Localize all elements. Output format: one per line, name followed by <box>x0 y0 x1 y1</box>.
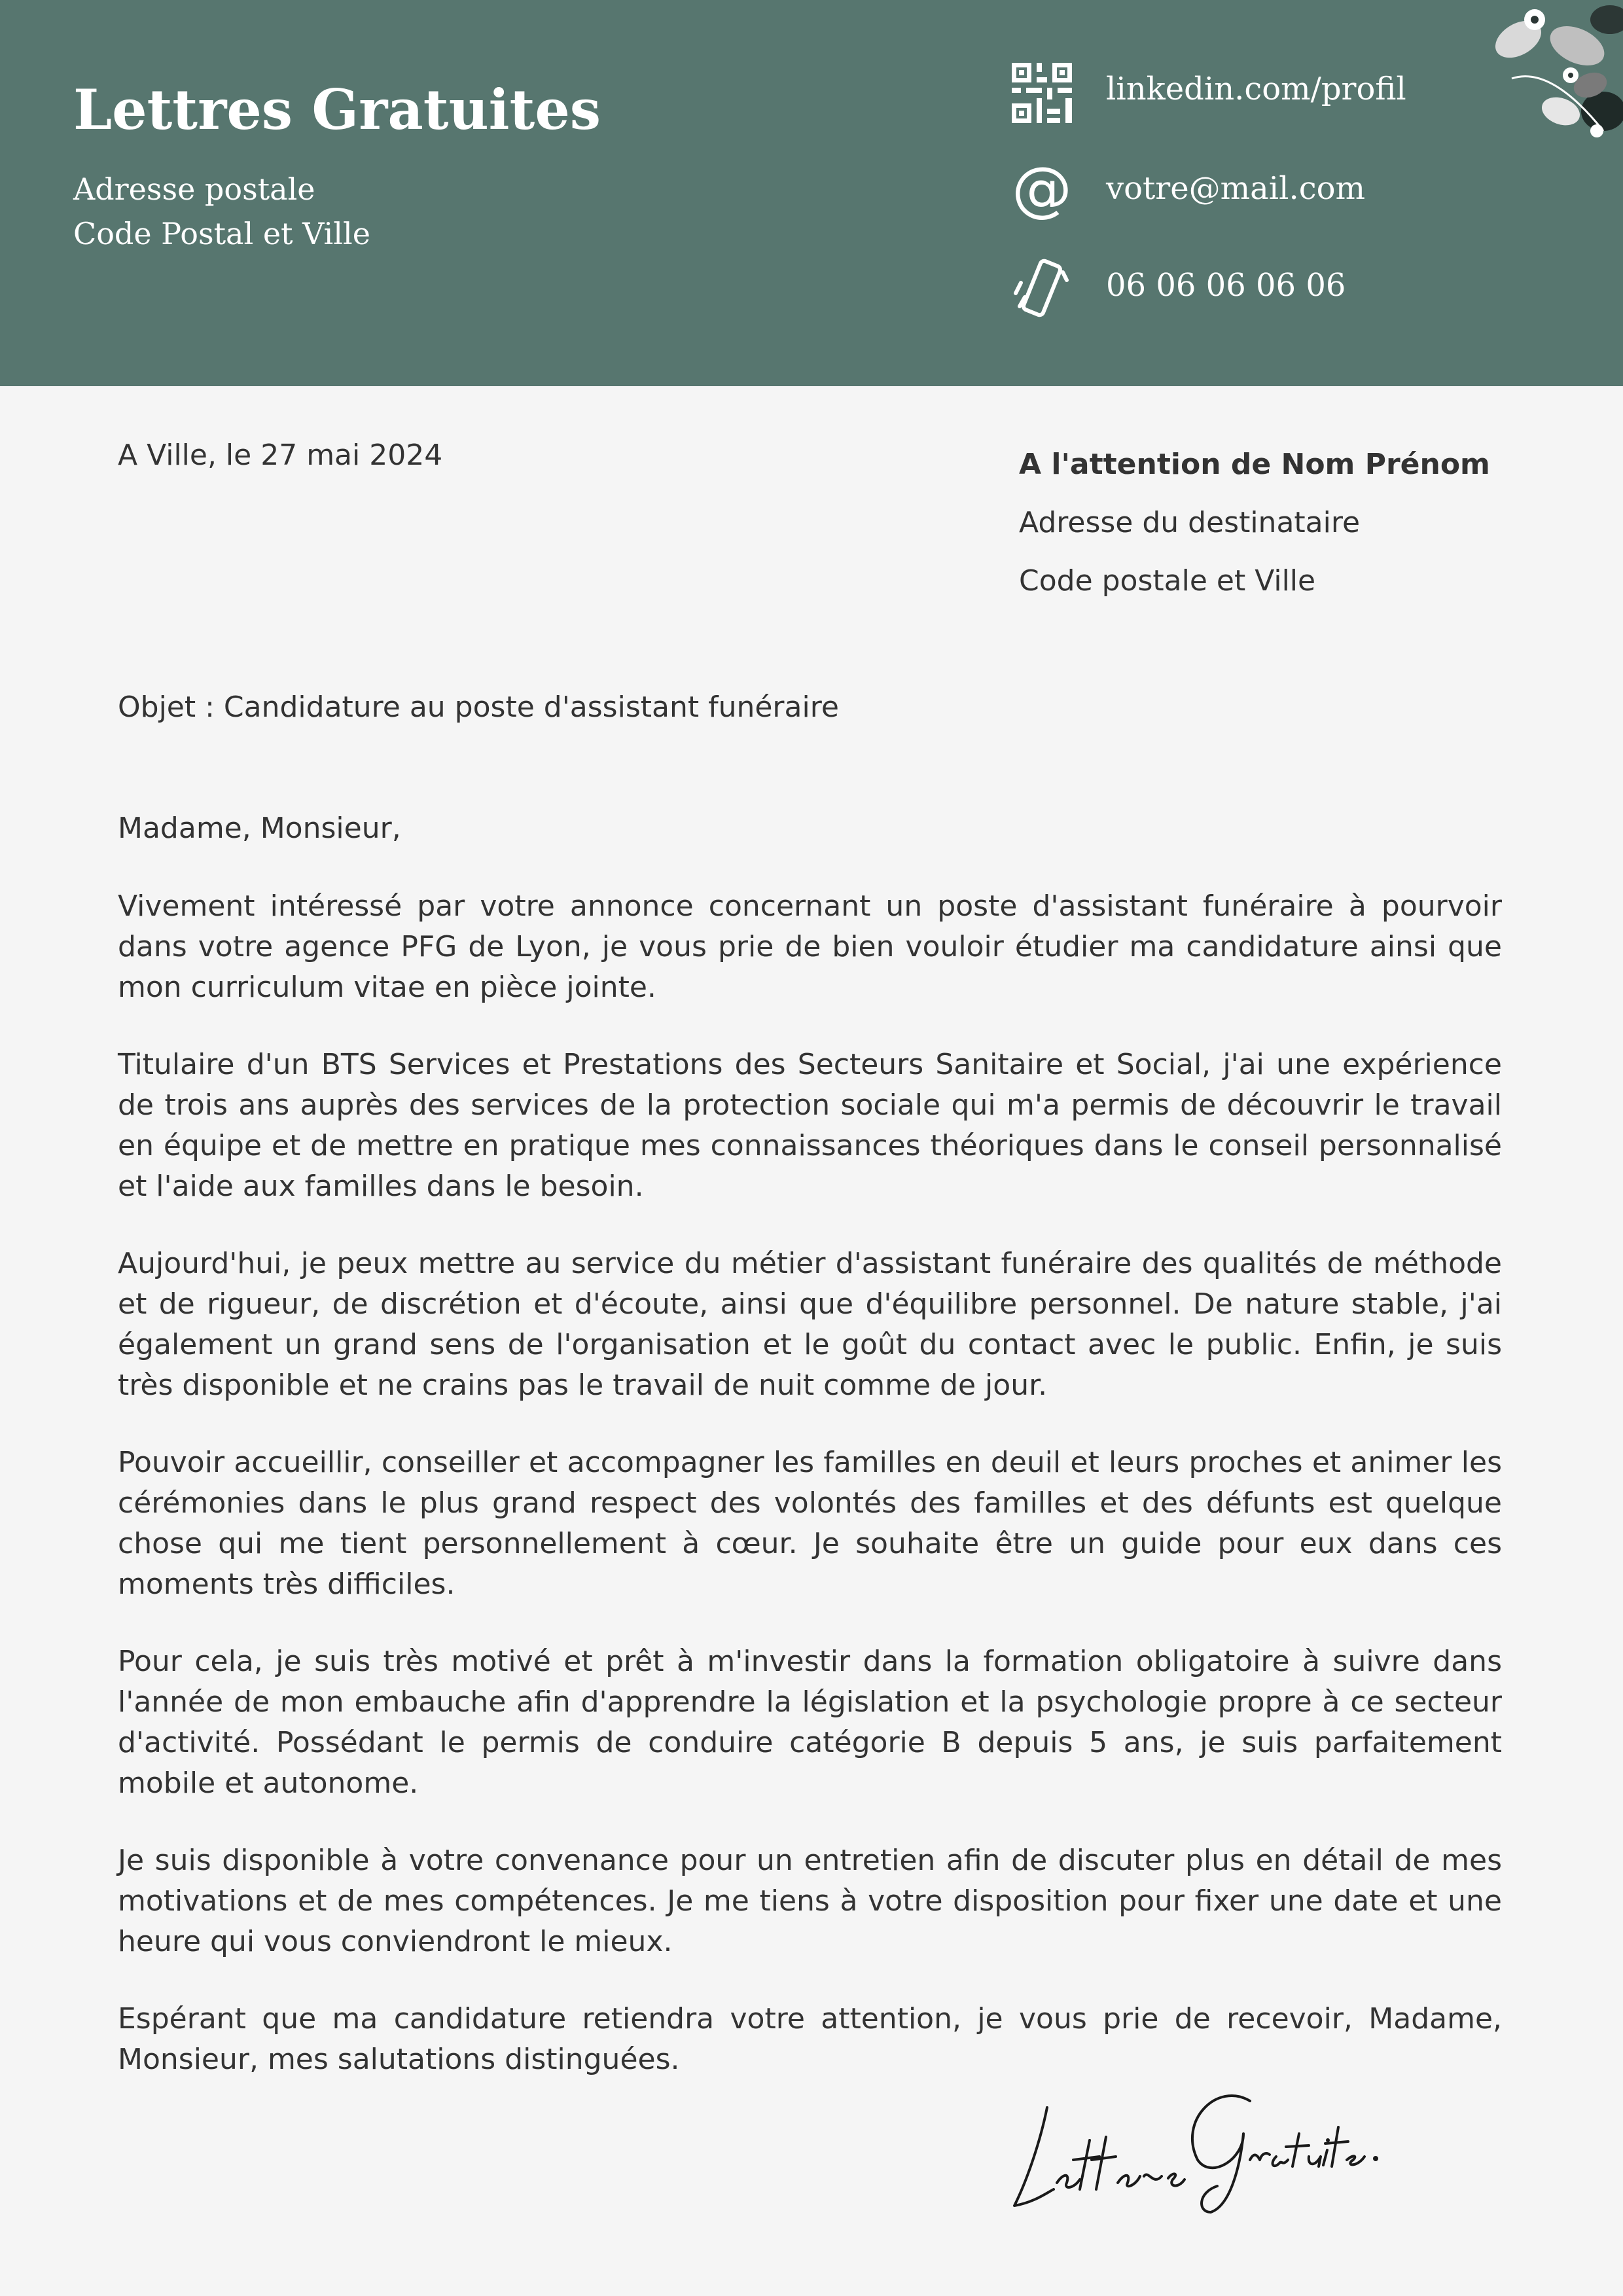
recipient-block <box>1019 435 1490 610</box>
recipient-address: Adresse du destinataire <box>1019 506 1361 539</box>
svg-text:@: @ <box>1012 158 1072 224</box>
sender-name: Lettres Gratuites <box>73 77 601 142</box>
letter-body <box>118 886 1502 2117</box>
recipient-name: A l'attention de Nom Prénom <box>1019 448 1490 481</box>
letter-subject: Objet : Candidature au poste d'assistant funéraire <box>118 691 839 724</box>
sender-city: Code Postal et Ville <box>73 216 370 251</box>
body-paragraph: Titulaire d'un BTS Services et Prestations des Secteurs Sanitaire et Social, j'ai une expérience de trois ans auprès des services de la protection sociale qui m'a permis de découvrir le travail en équipe et de mettre en pratique mes connaissances théoriques dans le conseil personnalisé et l'aide aux familles dans le besoin. <box>118 1048 1502 1203</box>
body-paragraph: Vivement intéressé par votre annonce concernant un poste d'assistant funéraire à pourvoir dans votre agence PFG de Lyon, je vous prie de bien vouloir étudier ma candidature ainsi que mon curriculum vitae en pièce jointe. <box>118 889 1502 1004</box>
body-paragraph: Je suis disponible à votre convenance pour un entretien afin de discuter plus en détail de mes motivations et de mes compétences. Je me tiens à votre disposition pour fixer une date et une heure qui vous conviendront le mieux. <box>118 1844 1502 1958</box>
phone-number: 06 06 06 06 06 <box>1106 267 1346 304</box>
phone-icon <box>1009 257 1075 322</box>
email-link[interactable]: votre@mail.com <box>1106 170 1366 207</box>
linkedin-link[interactable]: linkedin.com/profil <box>1106 71 1406 107</box>
handwritten-signature <box>1001 2062 1381 2225</box>
letter-date: A Ville, le 27 mai 2024 <box>118 439 443 472</box>
letter-salutation: Madame, Monsieur, <box>118 812 401 845</box>
body-paragraph: Pour cela, je suis très motivé et prêt à m'investir dans la formation obligatoire à suivre dans l'année de mon embauche afin d'apprendre la législation et la psychologie propre à ce secteur d'activité. Possédant le permis de conduire catégorie B depuis 5 ans, je suis parfaitement mobile et autonome. <box>118 1645 1502 1800</box>
body-paragraph: Aujourd'hui, je peux mettre au service du métier d'assistant funéraire des qualités de méthode et de rigueur, de discrétion et d'écoute, ainsi que d'équilibre personnel. De nature stable, j'ai également un grand sens de l'organisation et le goût du contact avec le public. Enfin, je suis très disponible et ne crains pas le travail de nuit comme de jour. <box>118 1247 1502 1402</box>
qr-code-icon <box>1009 60 1075 126</box>
body-paragraph: Espérant que ma candidature retiendra votre attention, je vous prie de recevoir, Madame, Monsieur, mes salutations distinguées. <box>118 2002 1502 2076</box>
flower-decoration <box>1472 0 1623 157</box>
recipient-city: Code postale et Ville <box>1019 564 1316 598</box>
letter-header <box>0 0 1623 386</box>
sender-address: Adresse postale <box>73 171 315 207</box>
at-sign-icon <box>1009 158 1075 224</box>
body-paragraph: Pouvoir accueillir, conseiller et accompagner les familles en deuil et leurs proches et animer les cérémonies dans le plus grand respect des volontés des familles et des défunts est quelque chose qui me tient personnellement à cœur. Je souhaite être un guide pour eux dans ces moments très difficiles. <box>118 1446 1502 1601</box>
